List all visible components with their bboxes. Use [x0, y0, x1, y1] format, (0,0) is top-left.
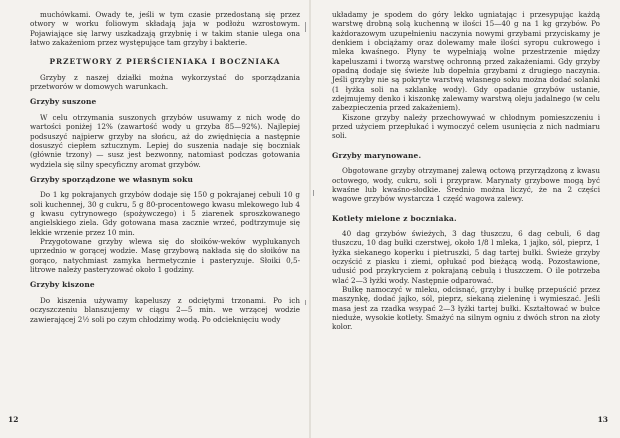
paragraph: układamy je spodem do góry lekko ugniatając i przesypując każdą warstwę drobną solą kuchenną w ilości 15—40 g na 1 kg grzybów. Po każdorazowym uzupełnieniu naczynia nowymi grzybami przyciskamy je denkiem i obciążamy oraz dolewamy małe ilości syropu cukrowego i mleka kwaśnego. Płyny te wypełniają wolne przestrzenie między kapeluszami i tworzą warstwę ochronną przed zakażeniami. Gdy grzyby opadną dodaje się świeże lub dopełnia grzybami z drugiego naczynia. Jeśli grzyby nie są pokryte warstwą własnego soku można dodać solanki (1 łyżka soli na szklankę wody). Gdy opadanie grzybów ustanie, zdejmujemy denko i kiszonkę zalewamy warstwą oleju jadalnego (w celu zabezpieczenia przed zakażeniem). [332, 10, 600, 113]
subsection-heading: Kotlety mielone z boczniaka. [332, 213, 457, 223]
paragraph: Do 1 kg pokrajanych grzybów dodaje się 150 g pokrajanej cebuli 10 g soli kuchennej, 30 g cukru, 5 g 80-procentowego kwasu mlekowego lub 4 g kwasu cytrynowego (spożywczego) i 5 ziarenek sproszkowanego angielskiego ziela. Gdy gotowana masa zacznie wrzeć, podtrzymuje się lekkie wrzenie przez 10 min. [30, 190, 300, 237]
scan-mark [305, 300, 306, 305]
right-page [310, 0, 620, 438]
paragraph: Kiszone grzyby należy przechowywać w chłodnym pomieszczeniu i przed użyciem przepłukać i wymoczyć celem usunięcia z nich nadmiaru soli. [332, 112, 600, 141]
subsection-heading: Grzyby sporządzone we własnym soku [30, 174, 194, 184]
paragraph: muchówkami. Owady te, jeśli w tym czasie przedostaną się przez otwory w worku foliowym składają jaja w podłożu wzrostowym. Pojawiające się larwy uszkadzają grzybnię i w takim stanie ulega ona łatwo zakażeniom przez występujące tam grzyby i bakterie. [30, 10, 300, 48]
paragraph: Do kiszenia używamy kapeluszy z odciętymi trzonami. Po ich oczyszczeniu blanszujemy w ciągu 2—5 min. we wrzącej wodzie zawierającej 2½ soli po czym chłodzimy wodą. Po odcieknięciu wody [30, 295, 300, 324]
paragraph: Bułkę namoczyć w mleku, odcisnąć, grzyby i bułkę przepuścić przez maszynkę, dodać jajko, sól, pieprz, siekaną zieleninę i wymieszać. Jeśli masa jest za rzadka wsypać 2—3 łyżki tartej bułki. Kształtować w bułce nieduże, wysokie kotlety. Smażyć na silnym ogniu z dwóch stron na złoty kolor. [332, 285, 600, 332]
subsection-heading: Grzyby kiszone [30, 280, 95, 290]
section-heading: PRZETWORY Z PIERŚCIENIAKA I BOCZNIAKA [49, 57, 281, 67]
paragraph: Przygotowane grzyby wlewa się do słoików-weków wyplukanych uprzednio w gorącej wodzie. Masę grzybową nakłada się do słoików na gorąco, natychmiast zamyka hermetycznie i pasteryzuje. Słoiki 0,5-litrowe należy pasteryzować około 1 godziny. [30, 237, 300, 275]
page-number: 12 [8, 415, 19, 424]
scan-mark [313, 190, 314, 196]
paragraph: 40 dag grzybów świeżych, 3 dag tłuszczu, 6 dag cebuli, 6 dag tłuszczu, 10 dag bułki czerstwej, około 1/8 l mleka, 1 jajko, sól, pieprz, 1 łyżka siekanego koperku i pietruszki, 5 dag tartej bułki. Świeże grzyby oczyścić z piasku i ziemi, opłukać pod bieżącą wodą. Pozostawione, udusić pod przykryciem z pokrajaną cebulą i tłuszczem. O ile potrzeba wlać 2—3 łyżki wody. Następnie odparować. [332, 229, 600, 285]
subsection-heading: Grzyby marynowane. [332, 150, 422, 160]
paragraph: Obgotowane grzyby otrzymanej zalewą octową przyrządzoną z kwasu octowego, wody, cukru, soli i przypraw. Marynaty grzybowe mogą być kwaśne lub kwaśno-słodkie. Średnio można liczyć, że na 2 części wagowe grzybów wystarcza 1 część wagowa zalewy. [332, 166, 600, 204]
subsection-heading: Grzyby suszone [30, 97, 97, 107]
page-number: 13 [597, 415, 608, 424]
scan-mark [305, 22, 306, 32]
paragraph: Grzyby z naszej działki można wykorzystać do sporządzania przetworów w domowych warunkach. [30, 72, 300, 92]
paragraph: W celu otrzymania suszonych grzybów usuwamy z nich wodę do wartości poniżej 12% (zawartość wody u grzyba 85—92%). Najlepiej podsuszyć najpierw grzyby na słońcu, aż do zwiędnięcia a następnie dosuszyć ciepłem sztucznym. Lepiej do suszenia nadaje się boczniak (głównie trzony) — susz jest bezwonny, natomiast podczas gotowania wydziela się silny specyficzny aromat grzybów. [30, 112, 300, 169]
